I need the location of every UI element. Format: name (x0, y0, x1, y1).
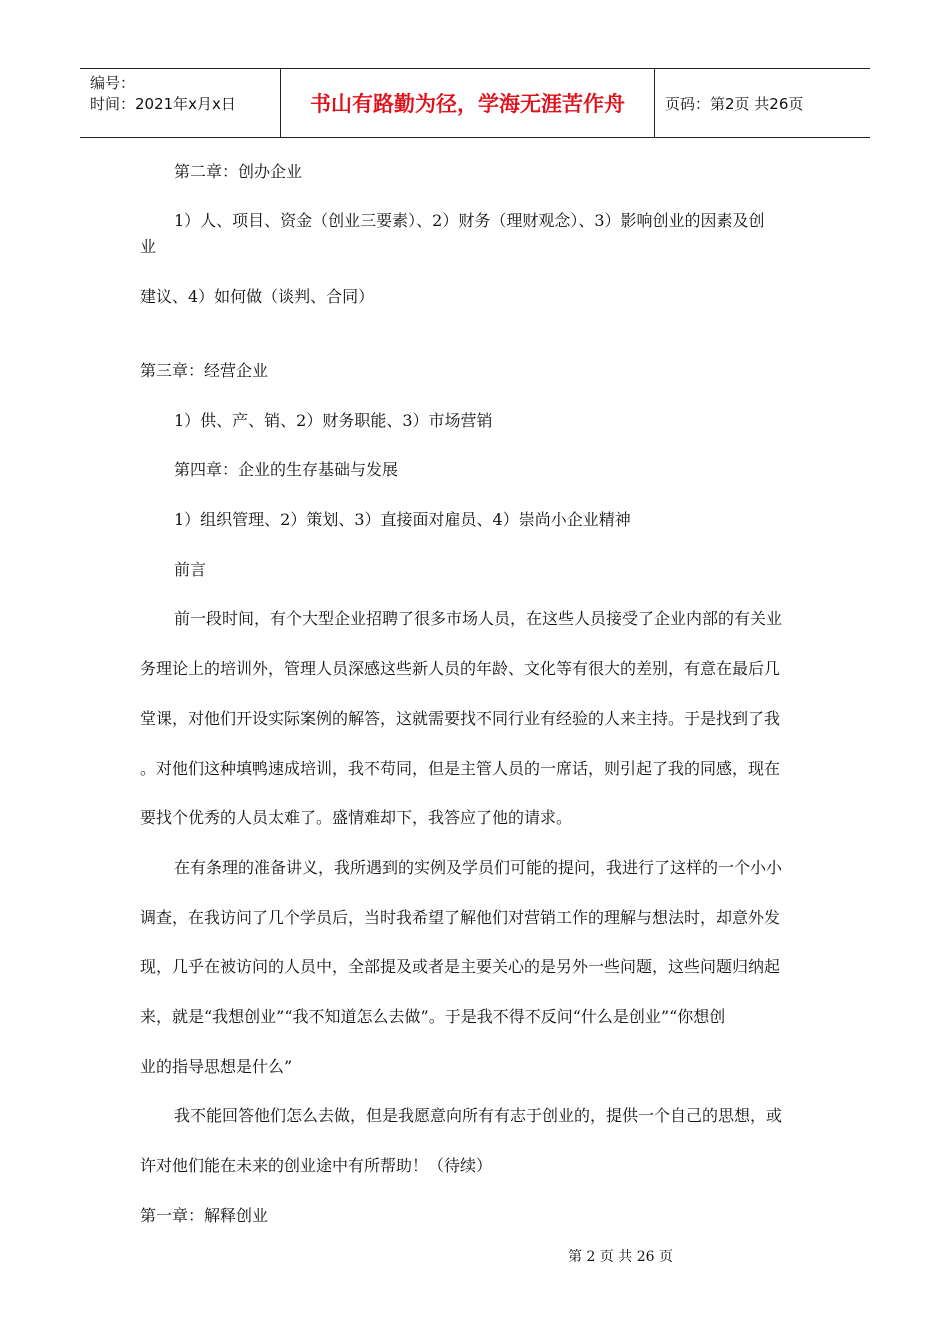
body-line: 现，几乎在被访问的人员中，全部提及或者是主要关心的是另外一些问题，这些问题归纳起 (140, 957, 781, 976)
body-line: 在有条理的准备讲义，我所遇到的实例及学员们可能的提问，我进行了这样的一个小小 (174, 858, 783, 877)
body-line: 务理论上的培训外，管理人员深感这些新人员的年龄、文化等有很大的差别，有意在最后几 (140, 659, 781, 678)
header-meta (80, 69, 281, 137)
body-line: 堂课，对他们开设实际案例的解答，这就需要找不同行业有经验的人来主持。于是找到了我 (140, 709, 781, 728)
body-line: 建议、4）如何做（谈判、合同） (140, 287, 375, 306)
body-line: 许对他们能在未来的创业途中有所帮助！（待续） (140, 1156, 493, 1175)
body-line: 业 (140, 237, 157, 256)
section-heading: 前言 (174, 560, 207, 579)
body-line: 要找个优秀的人员太难了。盛情难却下，我答应了他的请求。 (140, 808, 573, 827)
body-line: 。对他们这种填鸭速成培训，我不苟同，但是主管人员的一席话，则引起了我的同感，现在 (140, 759, 781, 778)
body-line: 前一段时间，有个大型企业招聘了很多市场人员，在这些人员接受了企业内部的有关业 (174, 609, 783, 628)
chapter-heading: 第二章：创办企业 (174, 162, 303, 181)
chapter-heading: 第一章：解释创业 (140, 1206, 269, 1225)
chapter-heading: 第三章：经营企业 (140, 361, 269, 380)
body-line: 1）组织管理、2）策划、3）直接面对雇员、4）崇尚小企业精神 (174, 510, 631, 529)
body-line: 业的指导思想是什么” (140, 1057, 293, 1076)
header-page-info: 页码：第2页 共26页 (665, 94, 804, 113)
body-line: 1）人、项目、资金（创业三要素）、2）财务（理财观念）、3）影响创业的因素及创 (174, 211, 765, 230)
body-line: 来，就是“我想创业”“我不知道怎么去做”。于是我不得不反问“什么是创业”“你想创 (140, 1007, 726, 1026)
chapter-heading: 第四章：企业的生存基础与发展 (174, 460, 399, 479)
number-label: 编号： (90, 74, 136, 92)
body-line: 我不能回答他们怎么去做，但是我愿意向所有有志于创业的，提供一个自己的思想，或 (174, 1106, 783, 1125)
time-label: 时间：2021年x月x日 (90, 95, 236, 113)
body-line: 调查，在我访问了几个学员后，当时我希望了解他们对营销工作的理解与想法时，却意外发 (140, 908, 781, 927)
page-header (80, 68, 870, 138)
body-line: 1）供、产、销、2）财务职能、3）市场营销 (174, 411, 493, 430)
page-footer: 第 2 页 共 26 页 (568, 1249, 673, 1265)
header-motto: 书山有路勤为径，学海无涯苦作舟 (281, 69, 655, 137)
